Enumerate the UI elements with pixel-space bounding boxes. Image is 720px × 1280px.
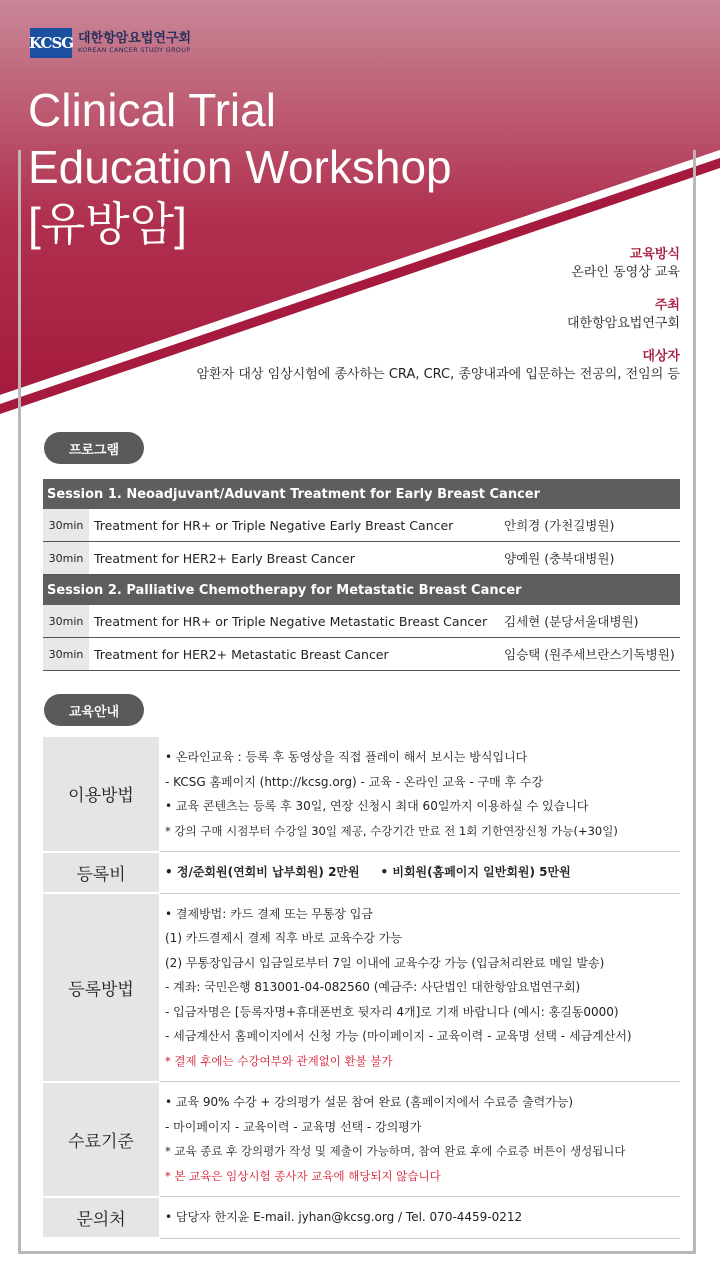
org-name-ko: 대한항암요법연구회 bbox=[78, 31, 192, 46]
register-head: 등록방법 bbox=[43, 893, 160, 1082]
table-row: 30min Treatment for HER2+ Early Breast Cancer 양예원 (충북대병원) bbox=[43, 542, 680, 575]
contact-head: 문의처 bbox=[43, 1197, 160, 1239]
fee-row: 등록비 • 정/준회원(연회비 납부회원) 2만원 • 비회원(홈페이지 일반회원) 5만원 bbox=[43, 852, 680, 894]
info-block bbox=[197, 246, 680, 399]
session-1-title: Session 1. Neoadjuvant/Aduvant Treatment for Early Breast Cancer bbox=[43, 479, 680, 509]
org-logo bbox=[30, 28, 191, 58]
session-2-title: Session 2. Palliative Chemotherapy for Metastatic Breast Cancer bbox=[43, 575, 680, 606]
host-label: 주최 bbox=[654, 298, 680, 313]
method-value: 온라인 동영상 교육 bbox=[571, 265, 680, 280]
org-name-en: KOREAN CANCER STUDY GROUP bbox=[78, 46, 191, 54]
usage-row: 이용방법 • 온라인교육 : 등록 후 동영상을 직접 플레이 해서 보시는 방식입니다 - KCSG 홈페이지 (http://kcsg.org) - 교육 - 온라인 교육 - 구매 후 수강 • 교육 콘텐츠는 등록 후 30일, 연장 신청시 최대 60일까지 이용하실 수 있습니다 * 강의 구매 시점부터 수강일 30일 제공, 수강기간 만료 전 1회 기한연장신청 가능(+30일) bbox=[43, 737, 680, 852]
guide-section-label: 교육안내 bbox=[44, 694, 144, 726]
kcsg-logo-icon: KCSG bbox=[30, 28, 72, 58]
contact-row: 문의처 • 담당자 한지윤 E-mail. jyhan@kcsg.org / Tel. 070-4459-0212 bbox=[43, 1197, 680, 1239]
table-row: 30min Treatment for HR+ or Triple Negative Early Breast Cancer 안희경 (가천길병원) bbox=[43, 509, 680, 542]
host-value: 대한항암요법연구회 bbox=[566, 316, 680, 331]
guide-table bbox=[43, 737, 680, 1239]
target-value: 암환자 대상 임상시험에 종사하는 CRA, CRC, 종양내과에 입문하는 전공의, 전임의 등 bbox=[196, 367, 680, 382]
complete-head: 수료기준 bbox=[43, 1082, 160, 1197]
complete-row: 수료기준 • 교육 90% 수강 + 강의평가 설문 참여 완료 (홈페이지에서 수료증 출력가능) - 마이페이지 - 교육이력 - 교육명 선택 - 강의평가 * 교육 종료 후 강의평가 작성 및 제출이 가능하며, 참여 완료 후에 수료증 버튼이 생성됩니다 * 본 교육은 임상시험 종사자 교육에 해당되지 않습니다 bbox=[43, 1082, 680, 1197]
table-row: 30min Treatment for HR+ or Triple Negative Metastatic Breast Cancer 김세현 (분당서울대병원) bbox=[43, 605, 680, 638]
program-section-label: 프로그램 bbox=[44, 432, 144, 464]
page-title: Clinical Trial Education Workshop [유방암] bbox=[28, 84, 452, 250]
register-row: 등록방법 • 결제방법: 카드 결제 또는 무통장 입금 (1) 카드결제시 결제 직후 바로 교육수강 가능 (2) 무통장입금시 입금일로부터 7일 이내에 교육수강 가능 (입금처리완료 메일 발송) - 계좌: 국민은행 813001-04-082560 (예금주: 사단법인 대한항암요법연구회) - 입금자명은 [등록자명+휴대폰번호 뒷자리 4개]로 기재 바랍니다 (예시: 홍길동0000) - 세금계산서 홈페이지에서 신청 가능 (마이페이지 - 교육이력 - 교육명 선택 - 세금계산서) * 결제 후에는 수강여부와 관계없이 환불 불가 bbox=[43, 893, 680, 1082]
target-label: 대상자 bbox=[642, 349, 680, 364]
method-label: 교육방식 bbox=[629, 247, 680, 262]
usage-head: 이용방법 bbox=[43, 737, 160, 852]
table-row: 30min Treatment for HER2+ Metastatic Breast Cancer 임승택 (원주세브란스기독병원) bbox=[43, 638, 680, 671]
program-table bbox=[43, 479, 680, 671]
fee-head: 등록비 bbox=[43, 852, 160, 894]
